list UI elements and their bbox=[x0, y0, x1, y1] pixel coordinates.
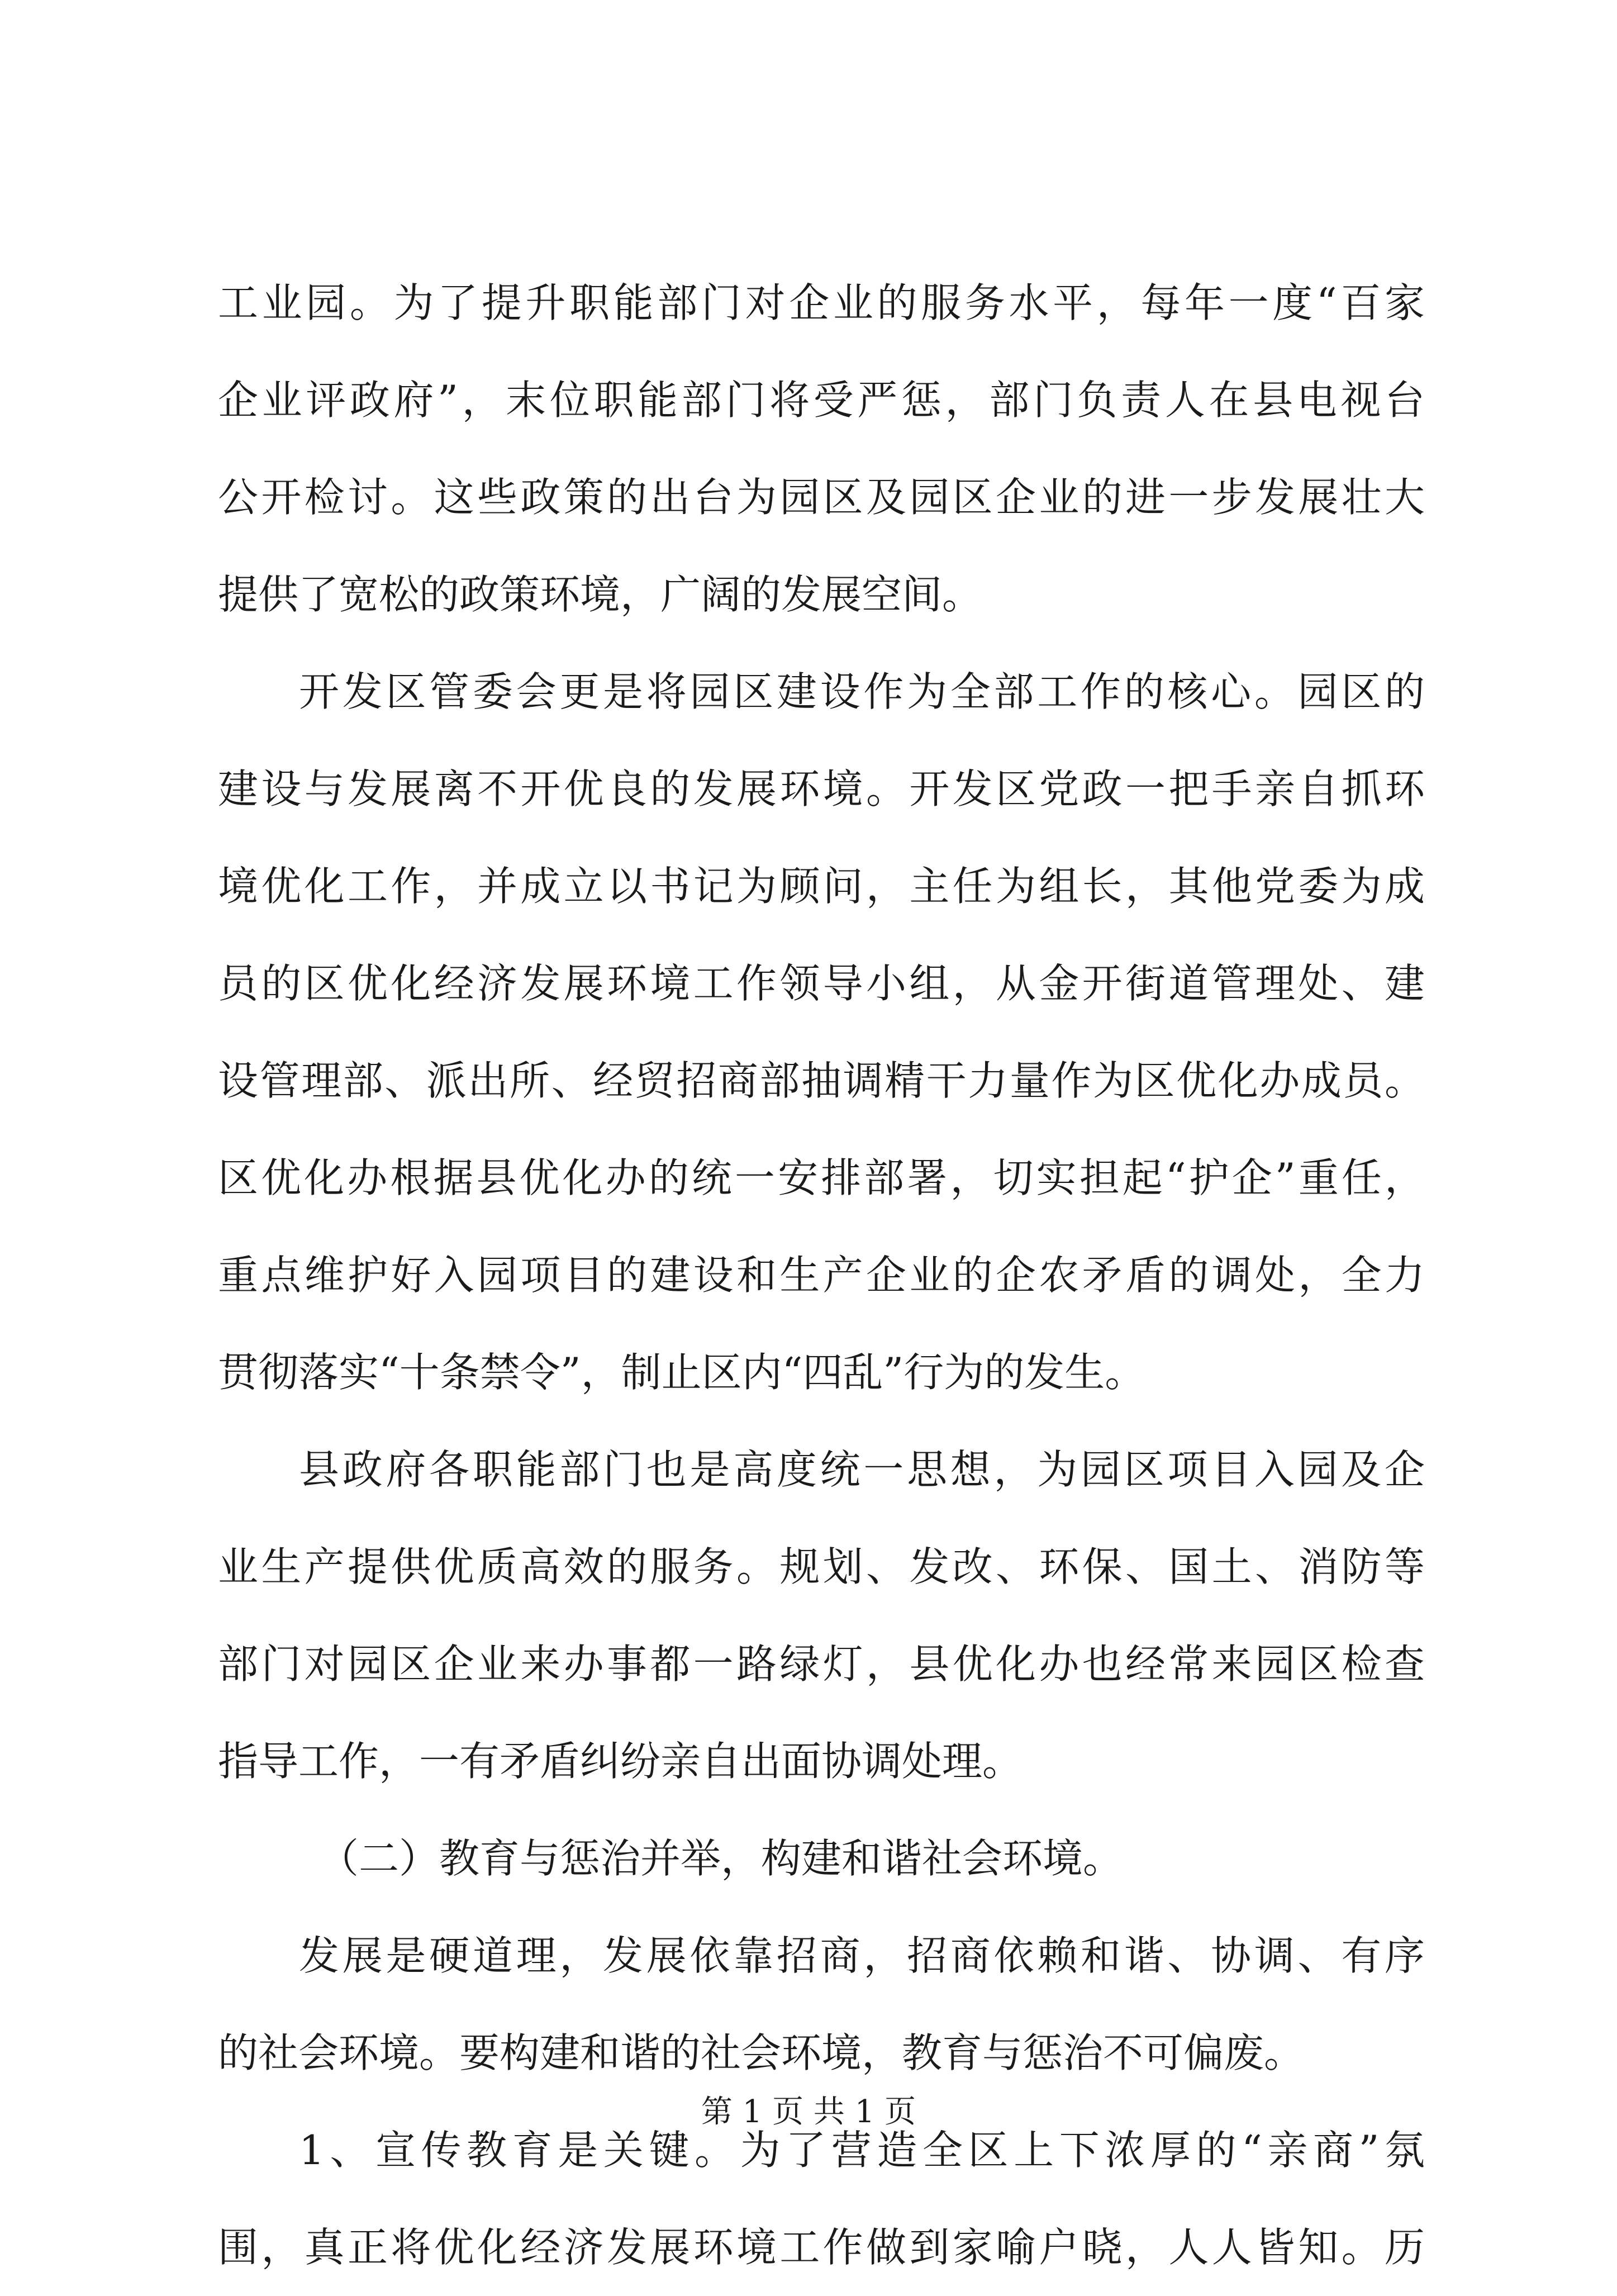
text-line: 的社会环境。要构建和谐的社会环境，教育与惩治不可偏废。 bbox=[218, 2029, 1305, 2076]
text-line: 设管理部、派出所、经贸招商部抽调精干力量作为区优化办成员。 bbox=[218, 1057, 1425, 1104]
text-line: 区优化办根据县优化办的统一安排部署，切实担起“护企”重任， bbox=[218, 1154, 1425, 1201]
text-line: 企业评政府”，末位职能部门将受严惩，部门负责人在县电视台 bbox=[218, 377, 1425, 424]
text-line: 业生产提供优质高效的服务。规划、发改、环保、国土、消防等 bbox=[218, 1543, 1425, 1590]
text-line: 指导工作，一有矛盾纠纷亲自出面协调处理。 bbox=[218, 1738, 1023, 1785]
text-line: 开发区管委会更是将园区建设作为全部工作的核心。园区的 bbox=[299, 668, 1425, 715]
text-line: 围，真正将优化经济发展环境工作做到家喻户晓，人人皆知。历 bbox=[218, 2224, 1425, 2271]
text-line: 建设与发展离不开优良的发展环境。开发区党政一把手亲自抓环 bbox=[218, 766, 1425, 812]
text-line: 部门对园区企业来办事都一路绿灯，县优化办也经常来园区检查 bbox=[218, 1641, 1425, 1687]
text-line: 工业园。为了提升职能部门对企业的服务水平，每年一度“百家 bbox=[218, 279, 1425, 326]
text-line: 贯彻落实“十条禁令”，制止区内“四乱”行为的发生。 bbox=[218, 1349, 1145, 1396]
text-line: 员的区优化经济发展环境工作领导小组，从金开街道管理处、建 bbox=[218, 960, 1425, 1007]
text-line: 发展是硬道理，发展依靠招商，招商依赖和谐、协调、有序 bbox=[299, 1932, 1425, 1979]
text-line: 重点维护好入园项目的建设和生产企业的企农矛盾的调处，全力 bbox=[218, 1252, 1425, 1299]
section-heading: （二）教育与惩治并举，构建和谐社会环境。 bbox=[318, 1835, 1124, 1882]
text-line: 1、宣传教育是关键。为了营造全区上下浓厚的“亲商”氛 bbox=[299, 2127, 1425, 2174]
page-number-footer: 第 1 页 共 1 页 bbox=[701, 2094, 916, 2130]
document-body bbox=[218, 254, 1425, 2296]
text-line: 县政府各职能部门也是高度统一思想，为园区项目入园及企 bbox=[299, 1446, 1425, 1493]
text-line: 境优化工作，并成立以书记为顾问，主任为组长，其他党委为成 bbox=[218, 863, 1425, 910]
text-line: 公开检讨。这些政策的出台为园区及园区企业的进一步发展壮大 bbox=[218, 474, 1425, 521]
text-line: 提供了宽松的政策环境，广阔的发展空间。 bbox=[218, 571, 983, 618]
